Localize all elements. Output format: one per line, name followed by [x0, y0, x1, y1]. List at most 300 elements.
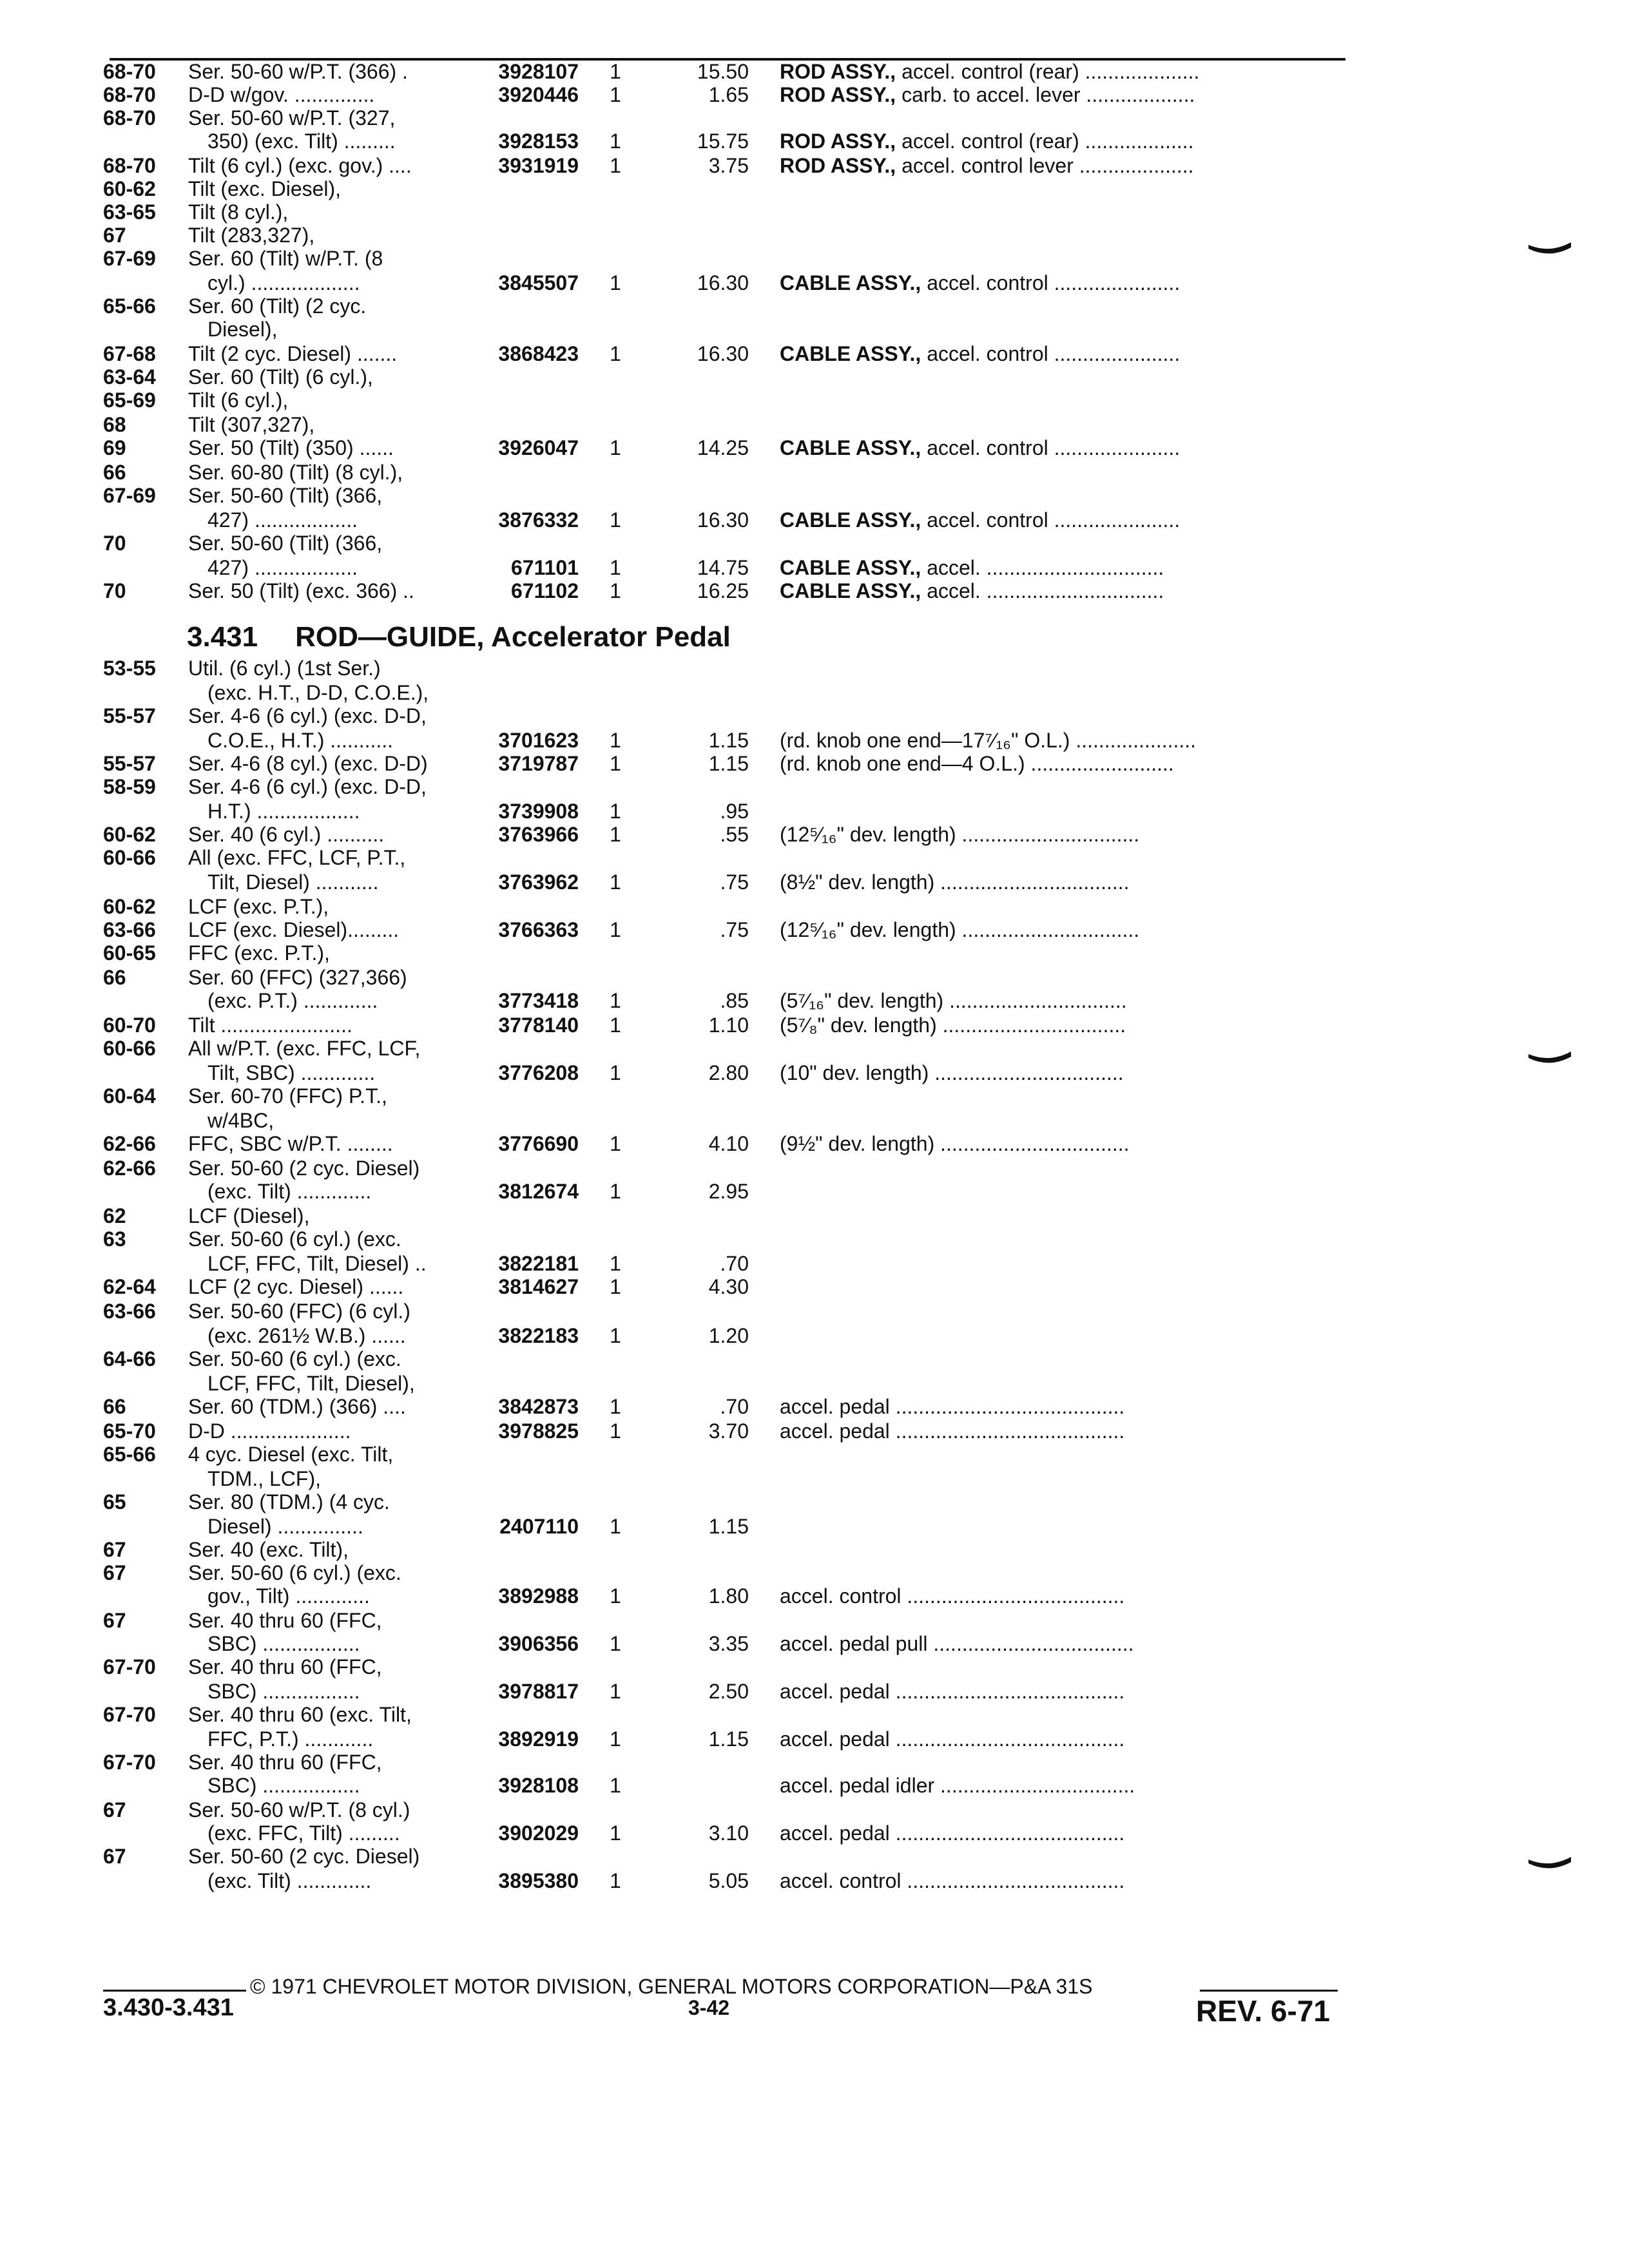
- quantity: 1: [610, 1132, 621, 1155]
- quantity: 1: [610, 1419, 621, 1443]
- quantity: 1: [610, 800, 621, 823]
- part-name: [780, 1821, 1347, 1845]
- table-row: [0, 483, 1629, 508]
- list-price: 1.65: [708, 83, 749, 106]
- part-name-text: (12⁵⁄₁₆" dev. length) ...............................: [780, 918, 1140, 941]
- part-name: [780, 436, 1347, 460]
- application-description: LCF (Diesel),: [188, 1204, 310, 1227]
- model-years: 60-62: [103, 895, 156, 918]
- application-description: 427) ..................: [207, 508, 358, 532]
- model-years: 70: [103, 579, 126, 602]
- part-name-text: accel. pedal ........................................: [780, 1821, 1125, 1845]
- application-description: Tilt (6 cyl.),: [188, 389, 289, 412]
- list-price: 16.30: [697, 508, 749, 532]
- application-description: (exc. Tilt) .............: [207, 1180, 372, 1203]
- model-years: 66: [103, 461, 126, 484]
- application-description: Tilt (6 cyl.) (exc. gov.) ....: [188, 154, 412, 177]
- list-price: 1.80: [708, 1584, 749, 1608]
- application-description: Ser. 40 (exc. Tilt),: [188, 1538, 349, 1561]
- table-row: [0, 579, 1629, 603]
- table-row: [0, 1108, 1629, 1133]
- application-description: Util. (6 cyl.) (1st Ser.): [188, 657, 381, 680]
- model-years: 63: [103, 1227, 126, 1251]
- table-row: [0, 870, 1629, 894]
- quantity: 1: [610, 1061, 621, 1084]
- application-description: D-D .....................: [188, 1419, 351, 1443]
- part-name-bold: CABLE ASSY.,: [780, 556, 921, 579]
- model-years: 69: [103, 436, 126, 459]
- table-row: [0, 412, 1629, 437]
- part-number: 3928108: [498, 1774, 579, 1797]
- table-row: [0, 1251, 1629, 1276]
- application-description: Ser. 80 (TDM.) (4 cyc.: [188, 1490, 390, 1514]
- application-description: FFC, SBC w/P.T. ........: [188, 1132, 393, 1155]
- application-description: H.T.) ..................: [207, 800, 360, 823]
- part-number: 3876332: [498, 508, 579, 532]
- part-number: 3719787: [498, 752, 579, 775]
- model-years: 65-70: [103, 1419, 156, 1443]
- part-name: [780, 271, 1347, 295]
- table-row: [0, 918, 1629, 942]
- part-number: 671101: [510, 556, 579, 579]
- part-name: [780, 1419, 1347, 1443]
- model-years: 60-66: [103, 846, 156, 869]
- part-name-text: accel. control (rear) ...................: [896, 130, 1194, 153]
- application-description: Ser. 50-60 (6 cyl.) (exc.: [188, 1561, 401, 1584]
- part-number: 3822183: [498, 1324, 579, 1347]
- table-row: [0, 200, 1629, 224]
- application-description: Ser. 40 thru 60 (FFC,: [188, 1609, 382, 1632]
- table-row: [0, 531, 1629, 555]
- application-description: All w/P.T. (exc. FFC, LCF,: [188, 1037, 421, 1060]
- part-name-bold: CABLE ASSY.,: [780, 436, 921, 459]
- part-number: 3763962: [498, 870, 579, 894]
- part-name-text: accel. pedal pull ...................................: [780, 1632, 1134, 1655]
- part-name: [780, 1773, 1347, 1798]
- model-years: 67-69: [103, 247, 156, 270]
- part-name-text: accel. ...............................: [921, 579, 1164, 602]
- application-description: cyl.) ...................: [207, 271, 360, 294]
- quantity: 1: [610, 556, 621, 579]
- application-description: Ser. 60 (Tilt) w/P.T. (8: [188, 247, 383, 270]
- table-row: [0, 1537, 1629, 1562]
- model-years: 67: [103, 1538, 126, 1561]
- table-row: [0, 1608, 1629, 1633]
- table-row: [0, 1156, 1629, 1180]
- model-years: 58-59: [103, 775, 156, 798]
- table-row: [0, 388, 1629, 412]
- application-description: TDM., LCF),: [207, 1467, 321, 1490]
- revision-label: REV. 6-71: [1196, 1994, 1330, 2028]
- quantity: 1: [610, 1869, 621, 1892]
- list-price: 3.75: [708, 154, 749, 177]
- model-years: 65-69: [103, 389, 156, 412]
- part-name-text: (10" dev. length) .................................: [780, 1061, 1124, 1084]
- table-row: [0, 1036, 1629, 1061]
- table-row: [0, 1084, 1629, 1108]
- application-description: Ser. 50-60 (6 cyl.) (exc.: [188, 1347, 401, 1370]
- table-row: [0, 1371, 1629, 1396]
- model-years: 65: [103, 1490, 126, 1514]
- table-row: [0, 271, 1629, 295]
- footer-rule-right: [1200, 1990, 1338, 1992]
- application-description: (exc. Tilt) .............: [207, 1869, 372, 1892]
- application-description: (exc. P.T.) .............: [207, 989, 378, 1012]
- model-years: 63-66: [103, 1300, 156, 1323]
- part-name-text: (12⁵⁄₁₆" dev. length) ...............................: [780, 823, 1140, 846]
- part-name-text: accel. pedal ........................................: [780, 1419, 1125, 1443]
- model-years: 70: [103, 532, 126, 555]
- table-row: [0, 177, 1629, 201]
- table-row: [0, 508, 1629, 532]
- table-row: [0, 294, 1629, 318]
- model-years: 55-57: [103, 704, 156, 727]
- list-price: 1.15: [708, 1727, 749, 1751]
- application-description: Ser. 40 thru 60 (FFC,: [188, 1751, 382, 1774]
- table-row: [0, 1750, 1629, 1774]
- list-price: 5.05: [708, 1869, 749, 1892]
- list-price: .95: [720, 800, 749, 823]
- application-description: Tilt (exc. Diesel),: [188, 177, 342, 200]
- part-name-bold: CABLE ASSY.,: [780, 579, 921, 602]
- part-name: [780, 918, 1347, 942]
- part-name: [780, 341, 1347, 366]
- part-name-text: accel. pedal ........................................: [780, 1680, 1125, 1703]
- list-price: 4.10: [708, 1132, 749, 1155]
- part-name-text: accel. control ......................................: [780, 1584, 1125, 1608]
- table-row: [0, 1466, 1629, 1491]
- section-title: ROD—GUIDE, Accelerator Pedal: [295, 621, 731, 653]
- application-description: Ser. 60 (FFC) (327,366): [188, 966, 407, 989]
- quantity: 1: [610, 579, 621, 602]
- quantity: 1: [610, 436, 621, 459]
- part-name-text: (9½" dev. length) .................................: [780, 1132, 1130, 1155]
- part-number: 3778140: [498, 1014, 579, 1037]
- table-row: [0, 1514, 1629, 1539]
- application-description: Ser. 60 (TDM.) (366) ....: [188, 1395, 406, 1418]
- table-row: [0, 988, 1629, 1013]
- model-years: 68-70: [103, 106, 156, 130]
- part-number: 3763966: [498, 823, 579, 846]
- part-name: [780, 1679, 1347, 1704]
- table-row: [0, 129, 1629, 153]
- application-description: 4 cyc. Diesel (exc. Tilt,: [188, 1443, 394, 1466]
- table-row: [0, 106, 1629, 130]
- application-description: LCF, FFC, Tilt, Diesel),: [207, 1372, 415, 1395]
- application-description: D-D w/gov. ..............: [188, 83, 375, 106]
- part-name: [780, 59, 1347, 84]
- application-description: SBC) .................: [207, 1774, 360, 1797]
- list-price: 15.50: [697, 60, 749, 83]
- list-price: 1.15: [708, 752, 749, 775]
- part-number: 3928107: [498, 60, 579, 83]
- part-name-bold: ROD ASSY.,: [780, 130, 896, 153]
- model-years: 67-70: [103, 1751, 156, 1774]
- quantity: 1: [610, 1180, 621, 1203]
- application-description: Ser. 60 (Tilt) (2 cyc.: [188, 294, 367, 318]
- table-row: [0, 656, 1629, 680]
- application-description: Ser. 4-6 (6 cyl.) (exc. D-D,: [188, 775, 427, 798]
- application-description: Ser. 50 (Tilt) (350) ......: [188, 436, 394, 459]
- application-description: Ser. 40 thru 60 (exc. Tilt,: [188, 1703, 412, 1726]
- table-row: [0, 223, 1629, 247]
- list-price: 3.70: [708, 1419, 749, 1443]
- table-row: [0, 59, 1629, 84]
- part-number: 3776690: [498, 1132, 579, 1155]
- list-price: 3.35: [708, 1632, 749, 1655]
- application-description: FFC (exc. P.T.),: [188, 941, 330, 965]
- application-description: LCF (exc. Diesel).........: [188, 918, 400, 941]
- model-years: 65-66: [103, 1443, 156, 1466]
- table-row: [0, 1490, 1629, 1514]
- part-number: 671102: [510, 579, 579, 602]
- application-description: (exc. FFC, Tilt) .........: [207, 1821, 400, 1845]
- quantity: 1: [610, 1821, 621, 1845]
- part-name-text: accel. control ......................: [921, 508, 1181, 532]
- part-name: [780, 822, 1347, 847]
- table-row: [0, 941, 1629, 965]
- quantity: 1: [610, 752, 621, 775]
- section-heading: [187, 620, 731, 655]
- part-name-text: (5⁷⁄₁₆" dev. length) ...............................: [780, 989, 1127, 1012]
- table-row: [0, 751, 1629, 776]
- application-description: Ser. 50-60 (Tilt) (366,: [188, 484, 383, 507]
- model-years: 68-70: [103, 60, 156, 83]
- part-number: 3928153: [498, 130, 579, 153]
- application-description: LCF, FFC, Tilt, Diesel) ..: [207, 1252, 427, 1275]
- quantity: 1: [610, 823, 621, 846]
- application-description: Ser. 4-6 (8 cyl.) (exc. D-D): [188, 752, 428, 775]
- quantity: 1: [610, 1774, 621, 1797]
- application-description: Ser. 50-60 w/P.T. (366) .: [188, 60, 408, 83]
- list-price: 1.15: [708, 729, 749, 752]
- application-description: Ser. 40 thru 60 (FFC,: [188, 1655, 382, 1678]
- application-description: Ser. 60 (Tilt) (6 cyl.),: [188, 365, 373, 389]
- part-number: 3739908: [498, 800, 579, 823]
- table-row: [0, 1323, 1629, 1348]
- part-number: 3892988: [498, 1584, 579, 1608]
- application-description: Ser. 50-60 (6 cyl.) (exc.: [188, 1227, 401, 1251]
- binder-mark-3: [1527, 1854, 1572, 1874]
- quantity: 1: [610, 918, 621, 941]
- quantity: 1: [610, 130, 621, 153]
- table-row: [0, 317, 1629, 341]
- model-years: 62-66: [103, 1132, 156, 1155]
- part-name: [780, 870, 1347, 894]
- part-number: 3902029: [498, 1821, 579, 1845]
- table-row: [0, 1584, 1629, 1608]
- list-price: 2.95: [708, 1180, 749, 1203]
- list-price: 16.30: [697, 342, 749, 365]
- model-years: 60-70: [103, 1014, 156, 1037]
- part-name: [780, 751, 1347, 776]
- quantity: 1: [610, 1395, 621, 1418]
- quantity: 1: [610, 154, 621, 177]
- part-number: 3776208: [498, 1061, 579, 1084]
- list-price: .85: [720, 989, 749, 1012]
- application-description: SBC) .................: [207, 1680, 360, 1703]
- application-description: FFC, P.T.) ............: [207, 1727, 374, 1751]
- part-name: [780, 1869, 1347, 1893]
- table-row: [0, 1179, 1629, 1204]
- table-row: [0, 1798, 1629, 1822]
- table-row: [0, 1131, 1629, 1156]
- application-description: 350) (exc. Tilt) .........: [207, 130, 396, 153]
- table-row: [0, 1299, 1629, 1323]
- table-row: [0, 799, 1629, 823]
- application-description: Ser. 50-60 (Tilt) (366,: [188, 532, 383, 555]
- application-description: Ser. 60-70 (FFC) P.T.,: [188, 1084, 387, 1108]
- table-row: [0, 1702, 1629, 1727]
- part-number: 3814627: [498, 1275, 579, 1298]
- model-years: 60-62: [103, 823, 156, 846]
- part-name-bold: CABLE ASSY.,: [780, 508, 921, 532]
- part-number: 3978825: [498, 1419, 579, 1443]
- part-number: 2407110: [499, 1515, 579, 1538]
- table-row: [0, 1561, 1629, 1585]
- model-years: 53-55: [103, 657, 156, 680]
- part-number: 3895380: [498, 1869, 579, 1892]
- model-years: 67-68: [103, 342, 156, 365]
- application-description: Ser. 50-60 w/P.T. (327,: [188, 106, 396, 130]
- application-description: gov., Tilt) .............: [207, 1584, 370, 1608]
- part-number: 3931919: [498, 154, 579, 177]
- part-name: [780, 82, 1347, 107]
- part-number: 3892919: [498, 1727, 579, 1751]
- part-name: [780, 508, 1347, 532]
- application-description: Ser. 50 (Tilt) (exc. 366) ..: [188, 579, 414, 602]
- list-price: 16.30: [697, 271, 749, 294]
- section-number: 3.431: [187, 621, 258, 653]
- model-years: 67: [103, 1609, 126, 1632]
- application-description: (exc. H.T., D-D, C.O.E.),: [207, 681, 429, 704]
- table-row: [0, 436, 1629, 460]
- part-name-text: accel. control ......................: [921, 342, 1181, 365]
- quantity: 1: [610, 271, 621, 294]
- quantity: 1: [610, 1324, 621, 1347]
- application-description: Ser. 50-60 (FFC) (6 cyl.): [188, 1300, 410, 1323]
- part-name: [780, 728, 1347, 753]
- binder-mark-1: [1527, 240, 1572, 259]
- application-description: SBC) .................: [207, 1632, 360, 1655]
- list-price: .55: [720, 823, 749, 846]
- table-row: [0, 704, 1629, 728]
- part-name: [780, 1631, 1347, 1656]
- table-row: [0, 1844, 1629, 1869]
- model-years: 68-70: [103, 154, 156, 177]
- application-description: Diesel),: [207, 318, 278, 341]
- part-number: 3906356: [498, 1632, 579, 1655]
- application-description: All (exc. FFC, LCF, P.T.,: [188, 846, 406, 869]
- quantity: 1: [610, 83, 621, 106]
- part-number: 3812674: [498, 1180, 579, 1203]
- model-years: 63-65: [103, 200, 156, 224]
- part-name-text: accel. pedal ........................................: [780, 1727, 1125, 1751]
- binder-mark-2: [1527, 1049, 1572, 1068]
- quantity: 1: [610, 1727, 621, 1751]
- part-name-text: accel. pedal ........................................: [780, 1395, 1125, 1418]
- part-number: 3868423: [498, 342, 579, 365]
- list-price: 2.80: [708, 1061, 749, 1084]
- part-name-bold: CABLE ASSY.,: [780, 342, 921, 365]
- page-number: 3-42: [688, 1996, 730, 2019]
- part-name-bold: ROD ASSY.,: [780, 154, 896, 177]
- application-description: Ser. 50-60 w/P.T. (8 cyl.): [188, 1798, 410, 1821]
- part-number: 3845507: [498, 271, 579, 294]
- application-description: Tilt (8 cyl.),: [188, 200, 289, 224]
- part-number: 3701623: [498, 729, 579, 752]
- part-name-bold: ROD ASSY.,: [780, 83, 896, 106]
- section-range-reference: 3.430-3.431: [103, 1994, 234, 2021]
- model-years: 60-65: [103, 941, 156, 965]
- table-row: [0, 965, 1629, 990]
- model-years: 66: [103, 966, 126, 989]
- application-description: (exc. 261½ W.B.) ......: [207, 1324, 406, 1347]
- table-row: [0, 728, 1629, 753]
- model-years: 67-70: [103, 1703, 156, 1726]
- list-price: 15.75: [697, 130, 749, 153]
- quantity: 1: [610, 342, 621, 365]
- part-name: [780, 1061, 1347, 1085]
- quantity: 1: [610, 729, 621, 752]
- table-row: [0, 1419, 1629, 1443]
- part-name: [780, 555, 1347, 580]
- model-years: 62-64: [103, 1275, 156, 1298]
- table-row: [0, 82, 1629, 107]
- part-name-text: (8½" dev. length) .................................: [780, 870, 1130, 894]
- part-name: [780, 153, 1347, 178]
- application-description: Tilt (2 cyc. Diesel) .......: [188, 342, 398, 365]
- part-name: [780, 1584, 1347, 1608]
- part-name: [780, 129, 1347, 153]
- model-years: 66: [103, 1395, 126, 1418]
- model-years: 67: [103, 1561, 126, 1584]
- table-row: [0, 845, 1629, 870]
- quantity: 1: [610, 1014, 621, 1037]
- quantity: 1: [610, 1515, 621, 1538]
- part-name-text: accel. control ......................: [921, 271, 1181, 294]
- part-name-bold: ROD ASSY.,: [780, 60, 896, 83]
- application-description: Ser. 50-60 (2 cyc. Diesel): [188, 1157, 420, 1180]
- application-description: Ser. 4-6 (6 cyl.) (exc. D-D,: [188, 704, 427, 727]
- list-price: 4.30: [708, 1275, 749, 1298]
- model-years: 63-66: [103, 918, 156, 941]
- quantity: 1: [610, 60, 621, 83]
- model-years: 68: [103, 413, 126, 436]
- model-years: 65-66: [103, 294, 156, 318]
- model-years: 67: [103, 224, 126, 247]
- application-description: Tilt .......................: [188, 1014, 352, 1037]
- application-description: Ser. 40 (6 cyl.) ..........: [188, 823, 385, 846]
- table-row: [0, 1013, 1629, 1037]
- table-row: [0, 365, 1629, 389]
- part-number: 3926047: [498, 436, 579, 459]
- table-row: [0, 1773, 1629, 1798]
- table-row: [0, 460, 1629, 485]
- model-years: 60-62: [103, 177, 156, 200]
- part-number: 3842873: [498, 1395, 579, 1418]
- list-price: .75: [720, 870, 749, 894]
- part-name-text: (rd. knob one end—17⁷⁄₁₆" O.L.) .....................: [780, 729, 1197, 752]
- list-price: 14.25: [697, 436, 749, 459]
- table-row: [0, 1869, 1629, 1893]
- part-number: 3822181: [498, 1252, 579, 1275]
- table-row: [0, 1679, 1629, 1704]
- model-years: 60-64: [103, 1084, 156, 1108]
- part-name-text: accel. ...............................: [921, 556, 1164, 579]
- part-name: [780, 1394, 1347, 1419]
- footer-copyright: © 1971 CHEVROLET MOTOR DIVISION, GENERAL MOTORS CORPORATION—P&A 31S: [250, 1975, 1093, 1998]
